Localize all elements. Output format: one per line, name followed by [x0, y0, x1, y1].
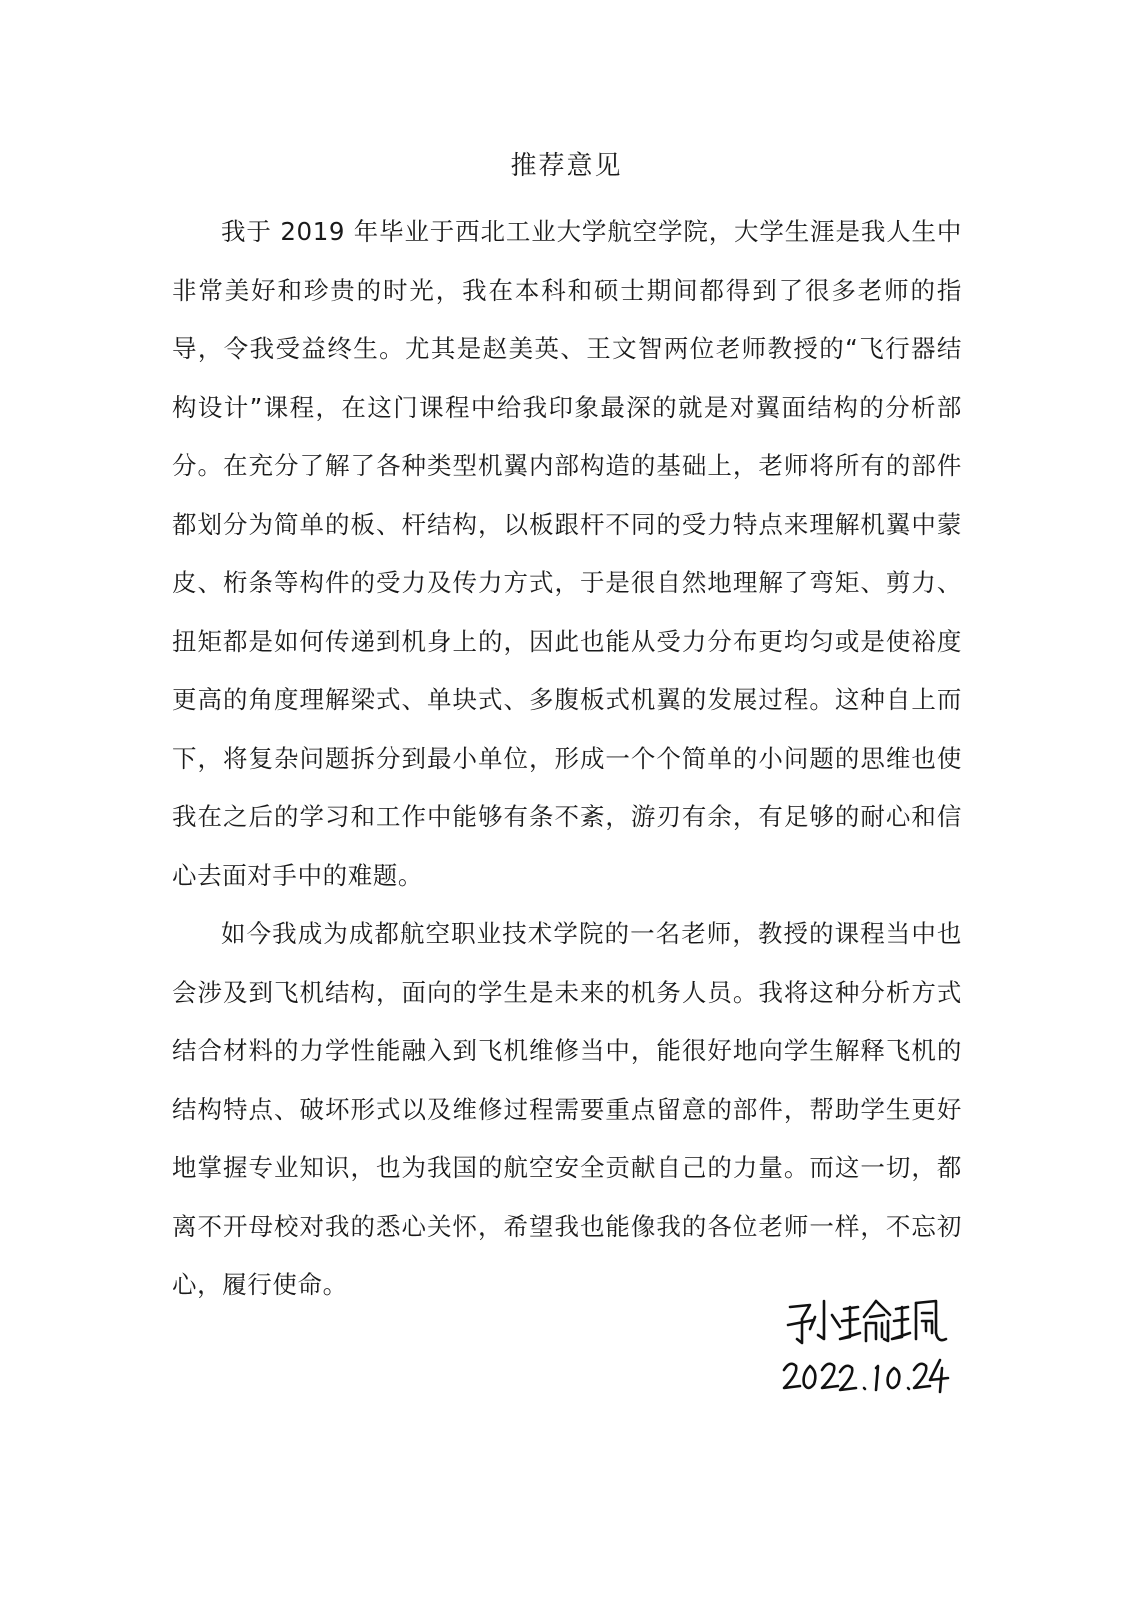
handwritten-date: [780, 1354, 950, 1398]
paragraph-2: 如今我成为成都航空职业技术学院的一名老师，教授的课程当中也会涉及到飞机结构，面向的学生是未来的机务人员。我将这种分析方式结合材料的力学性能融入到飞机维修当中，能很好地向学生解释飞机的结构特点、破坏形式以及维修过程需要重点留意的部件，帮助学生更好地掌握专业知识，也为我国的航空安全贡献自己的力量。而这一切，都离不开母校对我的悉心关怀，希望我也能像我的各位老师一样，不忘初心，履行使命。: [172, 919, 962, 1299]
handwritten-signature: [784, 1293, 954, 1355]
paragraph-1: 我于 2019 年毕业于西北工业大学航空学院，大学生涯是我人生中非常美好和珍贵的时光，我在本科和硕士期间都得到了很多老师的指导，令我受益终生。尤其是赵美英、王文智两位老师教授的“飞行器结构设计”课程，在这门课程中给我印象最深的就是对翼面结构的分析部分。在充分了解了各种类型机翼内部构造的基础上，老师将所有的部件都划分为简单的板、杆结构，以板跟杆不同的受力特点来理解机翼中蒙皮、桁条等构件的受力及传力方式，于是很自然地理解了弯矩、剪力、扭矩都是如何传递到机身上的，因此也能从受力分布更均匀或是使裕度更高的角度理解梁式、单块式、多腹板式机翼的发展过程。这种自上而下，将复杂问题拆分到最小单位，形成一个个简单的小问题的思维也使我在之后的学习和工作中能够有条不紊，游刃有余，有足够的耐心和信心去面对手中的难题。: [172, 217, 962, 890]
document-title: 推荐意见: [510, 151, 623, 181]
document-body: [172, 203, 962, 1315]
